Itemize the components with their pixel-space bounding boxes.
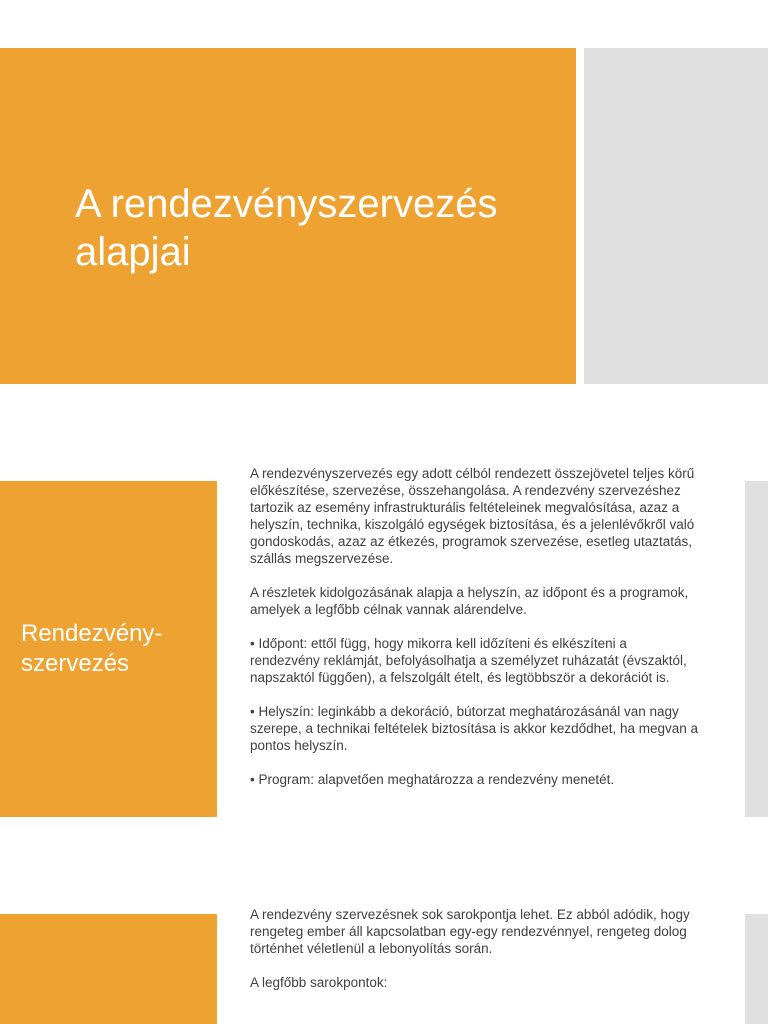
title-line-2: alapjai xyxy=(75,230,191,274)
slide2-body xyxy=(250,465,700,805)
bullet-program: • Program: alapvetően meghatározza a rendezvény menetét. xyxy=(250,772,615,787)
title-line-1: A rendezvényszervezés xyxy=(75,182,498,226)
presentation-title xyxy=(75,180,565,276)
slide2-heading-line-2: szervezés xyxy=(21,650,130,677)
slide3-body xyxy=(250,906,700,1008)
slide2-heading-panel xyxy=(0,481,217,817)
title-slide-side-panel xyxy=(584,48,768,384)
slide2-heading xyxy=(21,619,211,679)
slide3-paragraph-2: A legfőbb sarokpontok: xyxy=(250,975,388,990)
title-slide-panel xyxy=(0,48,576,384)
bullet-helyszin: • Helyszín: leginkább a dekoráció, bútorzat meghatározásánál van nagy szerepe, a technikai feltételek biztosítása is akkor kezdődhet, ha megvan a pontos helyszín. xyxy=(250,704,699,753)
bullet-idopont: • Időpont: ettől függ, hogy mikorra kell időzíteni és elkészíteni a rendezvény reklámját, befolyásolhatja a személyzet ruházatát (évszaktól, napszaktól függően), a felszolgált ételt, és legtöbbször a dekorációt is. xyxy=(250,636,687,685)
slide3-paragraph-1: A rendezvény szervezésnek sok sarokpontja lehet. Ez abból adódik, hogy rengeteg ember áll kapcsolatban egy-egy rendezvénnyel, rengeteg dolog történhet véletlenül a lebonyolítás során. xyxy=(250,907,690,956)
slide3-side-panel xyxy=(745,914,768,1024)
slide2-side-panel xyxy=(745,481,768,817)
slide2-bullet-list xyxy=(250,635,700,788)
slide3-heading-panel xyxy=(0,914,217,1024)
slide2-heading-line-1: Rendezvény- xyxy=(21,620,163,647)
slide2-paragraph-2: A részletek kidolgozásának alapja a helyszín, az időpont és a programok, amelyek a legfőbb célnak vannak alárendelve. xyxy=(250,585,689,617)
slide2-paragraph-1: A rendezvényszervezés egy adott célból rendezett összejövetel teljes körű előkészítése, szervezése, összehangolása. A rendezvény szervezéshez tartozik az esemény infrastrukturális feltételeinek megvalósítása, azaz a helyszín, technika, kiszolgáló egységek biztosítása, és a jelenlévőkről való gondoskodás, azaz az étkezés, programok szervezése, esetleg utaztatás, szállás megszervezése. xyxy=(250,466,695,566)
